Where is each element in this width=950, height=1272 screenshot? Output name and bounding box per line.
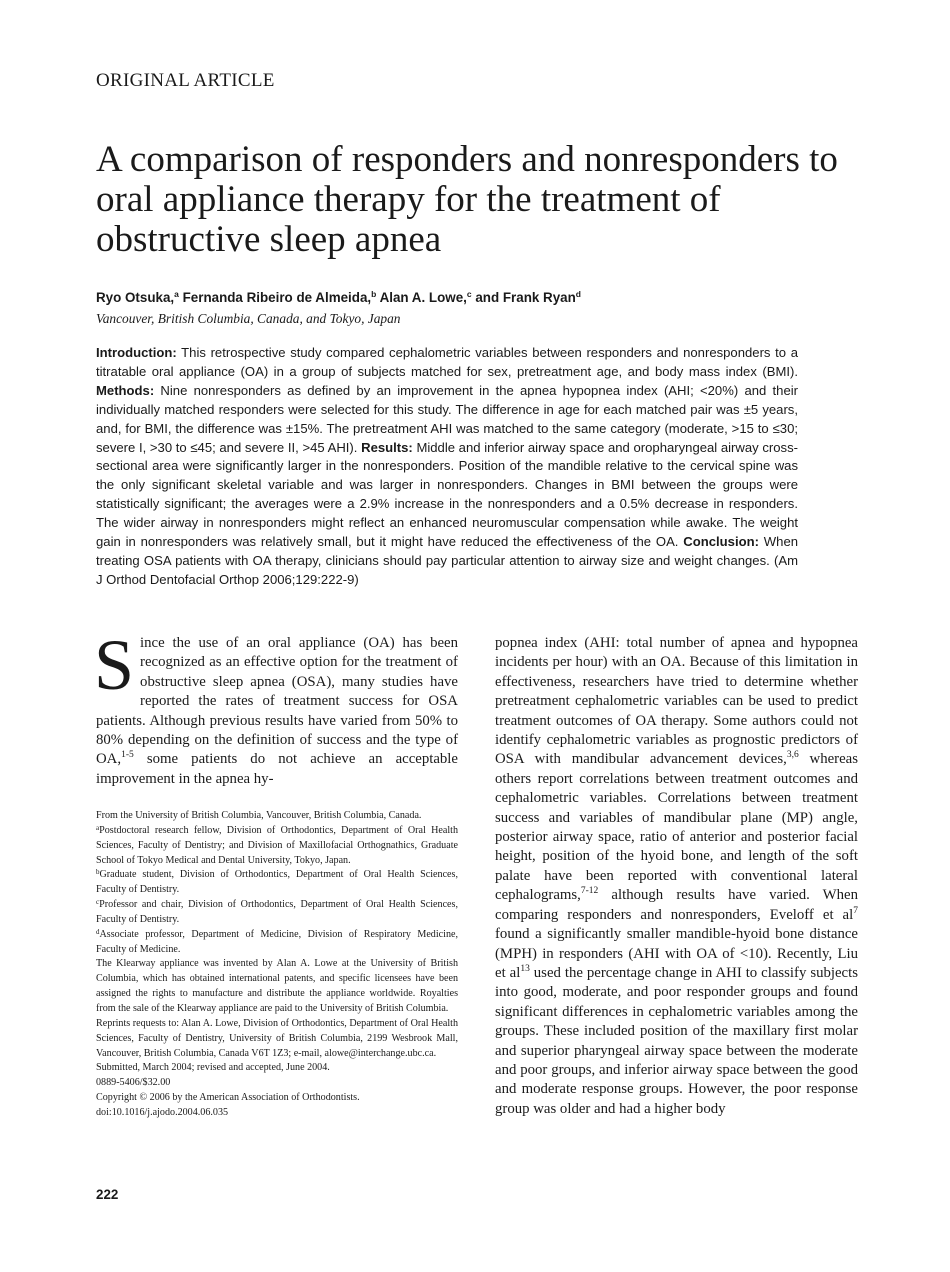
footnote-submitted: Submitted, March 2004; revised and accepted, June 2004. (96, 1062, 330, 1074)
author-affiliation-mark: d (575, 289, 581, 299)
footnote-issn: 0889-5406/$32.00 (96, 1077, 171, 1089)
abstract-methods: Nine nonresponders as defined by an improvement in the apnea hypopnea index (AHI; <20%) and their individually matched responders were selected for this study. The difference in age for each matched pair was ±5 years, and, for BMI, the difference was ±15%. The pretreatment AHI was matched to the same category (moderate, >15 to ≤30; severe I, >30 to ≤45; and severe II, >45 AHI). (96, 382, 798, 455)
abstract-conclusion-label: Conclusion: (683, 534, 759, 550)
abstract-conclusion: When treating OSA patients with OA therapy, clinicians should pay particular attention to airway size and weight changes. (Am J Orthod Dentofacial Orthop 2006;129:222-9) (96, 534, 799, 587)
footnote-doi: doi:10.1016/j.ajodo.2004.06.035 (96, 1106, 229, 1118)
footnote-d (96, 928, 458, 958)
body-text: ince the use of an oral appliance (OA) has been recognized as an effective option for the treatment of obstructive sleep apnea (OSA), many studies have reported the rates of treatment success for OSA patients. Although previous results have varied from 50% to 80% depending on the definition of success and the type of OA, (96, 635, 458, 768)
author-name: Fernanda Ribeiro de Almeida, (182, 290, 372, 305)
citation-ref: 7-12 (580, 886, 599, 897)
footnote-text: Postdoctoral research fellow, Division of Orthodontics, Department of Oral Health Sciences, Faculty of Dentistry; and Division of Maxillofacial Orthognathics, Graduate School of Tokyo Medical and Dental University, Tokyo, Japan. (96, 824, 458, 866)
footnote-mark: c (96, 898, 100, 907)
footnote-copyright: Copyright © 2006 by the American Association of Orthodontists. (96, 1092, 360, 1104)
footnote-mark: d (96, 927, 100, 936)
body-column-right (495, 634, 858, 1119)
footnote-mark: a (96, 823, 100, 832)
abstract (96, 344, 798, 590)
abstract-methods-label: Methods: (96, 382, 155, 398)
section-label: ORIGINAL ARTICLE (96, 70, 275, 91)
citation-ref: 1-5 (121, 750, 134, 761)
body-text: found a significantly smaller mandible-hyoid bone distance (MPH) in responders (AHI with OA of <10). Recently, Liu et al (495, 926, 858, 981)
abstract-results-label: Results: (361, 439, 413, 455)
author-list (96, 289, 581, 305)
footnote-mark: b (96, 868, 100, 877)
abstract-introduction-label: Introduction: (96, 345, 177, 360)
body-text: used the percentage change in AHI to classify subjects into good, moderate, and poor responder groups and found significant differences in cephalometric variables among the groups. These included position of the maxillary first molar and superior pharyngeal airway space between the moderate and poor groups, and inferior airway space between the good and moderate response groups. However, the poor response group was older and had a higher body (495, 964, 858, 1117)
author-location: Vancouver, British Columbia, Canada, and Tokyo, Japan (96, 311, 401, 326)
footnote-text: Graduate student, Division of Orthodontics, Department of Oral Health Sciences, Faculty of Dentistry. (96, 869, 458, 896)
author-name: and Frank Ryan (475, 290, 576, 305)
footnote-a (96, 824, 458, 869)
author-name: Ryo Otsuka, (96, 290, 175, 305)
citation-ref: 13 (520, 963, 530, 974)
article-title: A comparison of responders and nonresponders to oral appliance therapy for the treatment of obstructive sleep apnea (96, 139, 838, 260)
body-text: some patients do not achieve an acceptable improvement in the apnea hy- (96, 751, 458, 787)
body-text: whereas others report correlations between treatment outcomes and cephalometric variables. Correlations between treatment success and variables of mandibular plane (MP) angle, posterior airway space, ratio of anterior and posterior facial height, position of the hyoid bone, and length of the soft palate have been reported with conventional lateral cephalograms, (495, 751, 858, 904)
author-affiliation-mark: a (174, 289, 179, 299)
author-name: Alan A. Lowe, (379, 290, 467, 305)
footnote-text: Professor and chair, Division of Orthodontics, Department of Oral Health Sciences, Faculty of Dentistry. (96, 899, 458, 925)
footnote-text: Associate professor, Department of Medicine, Division of Respiratory Medicine, Faculty of Medicine. (96, 928, 458, 955)
author-affiliation-mark: c (466, 289, 472, 299)
footnote-c (96, 898, 458, 928)
body-text: although results have varied. When comparing responders and nonresponders, Eveloff et al (495, 887, 858, 923)
body-column-left (94, 625, 458, 789)
footnote-institution: From the University of British Columbia, Vancouver, British Columbia, Canada. (96, 810, 422, 821)
footnote-disclosure: The Klearway appliance was invented by Alan A. Lowe at the University of British Columbia, which has obtained international patents, and specific licensees have been assigned the rights to manufacture and distribute the appliance worldwide. Royalties from the sale of the Klearway appliance are paid to the University of British Columbia. (96, 958, 458, 1014)
body-text: popnea index (AHI: total number of apnea and hypopnea incidents per hour) with an OA. Because of this limitation in effectiveness, researchers have tried to determine whether pretreatment cephalometric variables can be used to predict treatment outcomes of OA therapy. Some authors could not identify cephalometric variables as prognostic predictors of OSA with mandibular advancement devices, (495, 635, 858, 768)
footnote-reprints: Reprints requests to: Alan A. Lowe, Division of Orthodontics, Department of Oral Health Sciences, Faculty of Dentistry, University of British Columbia, 2199 Wesbrook Mall, Vancouver, British Columbia, Canada V6T 1Z3; e-mail, alowe@interchange.ubc.ca. (96, 1017, 458, 1059)
abstract-results: Middle and inferior airway space and oropharyngeal airway cross-sectional area were significantly larger in the nonresponders. Position of the mandible relative to the cervical spine was the only significant skeletal variable and was larger in nonresponders. Changes in BMI between the groups were statistically significant; the averages were a 2.9% increase in the nonresponders and a 0.5% decrease in responders. The wider airway in nonresponders might reflect an enhanced neuromuscular compensation while awake. The weight gain in nonresponders was relatively small, but it might have reduced the effectiveness of the OA. (96, 439, 799, 550)
citation-ref: 3,6 (786, 750, 799, 761)
footnote-b (96, 868, 458, 898)
page-number: 222 (96, 1187, 119, 1202)
abstract-introduction: This retrospective study compared cephalometric variables between responders and nonresponders to a titratable oral appliance (OA) in a group of subjects matched for sex, pretreatment age, and body mass index (BMI). (96, 345, 798, 379)
drop-cap: S (94, 625, 135, 705)
footnotes (96, 809, 458, 1121)
author-affiliation-mark: b (371, 289, 377, 299)
citation-ref: 7 (853, 905, 858, 916)
